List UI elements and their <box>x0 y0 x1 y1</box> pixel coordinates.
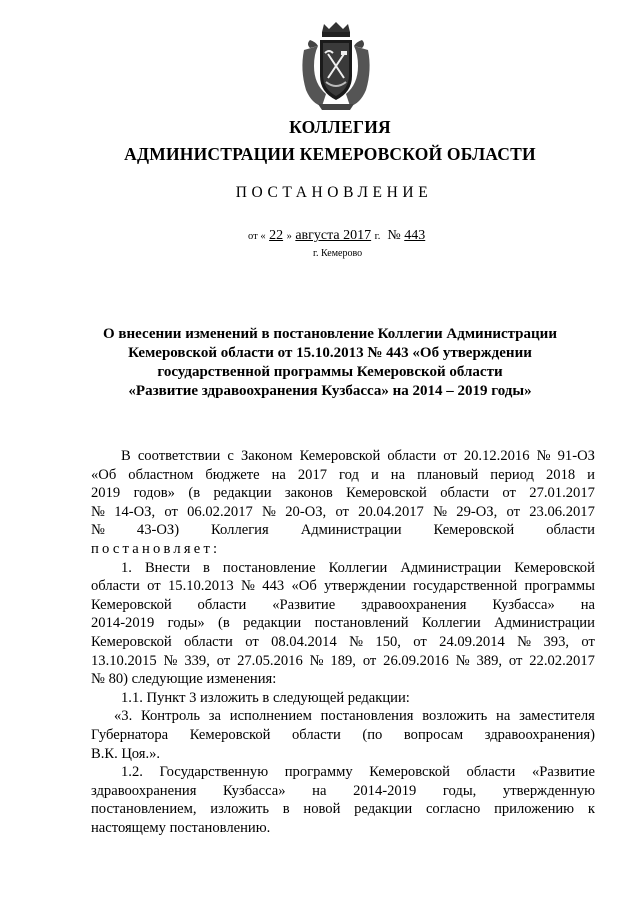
body-text: № 80) следующие изменения: <box>91 671 277 688</box>
word: 443 <box>262 578 285 595</box>
word: области <box>466 764 516 781</box>
body-text: В.К. Цоя.». <box>91 745 161 762</box>
word: 23.06.2017 <box>529 503 595 520</box>
word: редакции <box>243 615 302 632</box>
word: от <box>335 503 349 520</box>
word: В <box>121 448 131 464</box>
number-label: № <box>387 228 401 243</box>
word: «Об <box>91 466 117 483</box>
word: от <box>147 578 161 595</box>
word: 2018 <box>545 466 576 483</box>
word: от <box>581 633 595 650</box>
word: программы <box>524 578 595 595</box>
body-line <box>91 633 595 652</box>
body-line <box>91 819 595 838</box>
word: к <box>587 801 595 818</box>
word: на <box>312 782 327 799</box>
word: Кемеровской <box>433 522 515 539</box>
word: годы» <box>167 615 205 632</box>
body-line <box>91 447 595 466</box>
word: утверждении <box>324 578 406 595</box>
word: изложить <box>210 801 269 818</box>
word: от <box>413 633 427 650</box>
word: программу <box>284 764 353 781</box>
word: области <box>440 485 490 502</box>
word: Администрации <box>494 615 595 632</box>
word: «Об <box>291 578 317 595</box>
word: здравоохранения <box>91 782 197 799</box>
word: 1.2. <box>121 764 143 781</box>
word: законов <box>284 485 333 502</box>
date-quote-close: » <box>286 231 292 242</box>
word: № <box>349 633 364 650</box>
word: от <box>508 652 523 669</box>
word: постановления <box>320 708 414 725</box>
word: № <box>517 633 532 650</box>
word: 393, <box>543 633 570 650</box>
word: 2014-2019 <box>91 615 155 632</box>
word: на <box>496 708 511 725</box>
word: 29-ОЗ, <box>456 503 498 520</box>
word: Коллегии <box>421 615 481 632</box>
word: здравоохранения) <box>484 726 595 743</box>
document-body <box>91 447 595 837</box>
word: Кемеровской <box>369 764 450 781</box>
body-line <box>91 670 595 689</box>
body-line <box>91 577 595 596</box>
body-line <box>91 540 595 559</box>
word: Губернатора <box>91 726 169 743</box>
word: на <box>390 466 406 483</box>
body-line <box>91 763 595 782</box>
word: за <box>208 708 222 725</box>
word: 20-ОЗ, <box>285 503 327 520</box>
word: постановлением, <box>91 801 197 818</box>
word: 20.12.2016 <box>463 448 530 464</box>
word: Кемеровской <box>91 633 172 650</box>
word: 20.04.2017 <box>358 503 424 520</box>
word: от <box>216 652 231 669</box>
word: (по <box>362 726 383 743</box>
body-line <box>91 559 595 578</box>
word: области <box>292 726 341 743</box>
date-year-suffix: г. <box>374 231 381 242</box>
word: от <box>443 448 457 464</box>
word: 189, <box>330 652 356 669</box>
document-number: 443 <box>404 228 426 243</box>
word: в <box>203 559 210 576</box>
word: от <box>506 503 520 520</box>
word: области <box>197 596 247 613</box>
document-subject <box>100 325 560 401</box>
date-day: 22 <box>269 228 284 243</box>
word: 27.05.2016 <box>237 652 303 669</box>
word: 14-ОЗ, <box>114 503 156 520</box>
word: с <box>227 448 234 464</box>
word: № <box>91 503 105 520</box>
word: 150, <box>375 633 401 650</box>
word: заместителя <box>519 708 595 725</box>
word: утвержденную <box>502 782 595 799</box>
word: Кемеровской <box>299 448 381 464</box>
body-line <box>91 503 595 522</box>
word: областном <box>128 466 194 483</box>
word: области <box>91 578 140 595</box>
date-month-year: августа 2017 <box>295 228 372 243</box>
body-line <box>91 800 595 819</box>
word: 24.09.2014 <box>439 633 505 650</box>
word: 06.02.2017 <box>187 503 253 520</box>
word: период <box>490 466 534 483</box>
word: Кузбасса» <box>492 596 555 613</box>
word: (в <box>188 485 201 502</box>
word: вопросам <box>403 726 464 743</box>
word: год <box>339 466 359 483</box>
subject-line: О внесении изменений в постановление Коллегии Администрации <box>103 326 557 342</box>
word: редакции <box>354 801 413 818</box>
word: 1. <box>121 559 132 576</box>
word: от <box>362 652 377 669</box>
subject-line: Кемеровской области от 15.10.2013 № 443 «Об утверждении <box>128 345 532 361</box>
word: бюджете <box>205 466 260 483</box>
body-line <box>91 466 595 485</box>
word: «Развитие <box>531 764 595 781</box>
word: здравоохранения <box>361 596 467 613</box>
word: Администрации <box>300 522 402 539</box>
word: от <box>502 485 516 502</box>
org-title-line1: КОЛЛЕГИЯ <box>289 117 391 137</box>
word: соответствии <box>137 448 221 464</box>
word: на <box>271 466 286 483</box>
word: государственной <box>413 578 518 595</box>
word: годов» <box>133 485 175 502</box>
word: № <box>262 503 276 520</box>
word: постановление <box>222 559 316 576</box>
word: Администрации <box>400 559 502 576</box>
word: в <box>282 801 290 818</box>
body-text: 1.1. Пункт 3 изложить в следующей редакции: <box>121 689 410 706</box>
word: исполнением <box>229 708 312 725</box>
word: 15.10.2013 <box>167 578 234 595</box>
subject-line: «Развитие здравоохранения Кузбасса» на 2014 – 2019 годы» <box>128 383 532 399</box>
word: постановлений <box>314 615 409 632</box>
word: Кемеровской <box>514 559 595 576</box>
body-line <box>91 707 595 726</box>
word: редакции <box>213 485 272 502</box>
date-prefix: от « <box>248 231 266 242</box>
word: 2017 <box>297 466 328 483</box>
word: «Развитие <box>272 596 336 613</box>
word: 26.09.2016 <box>383 652 449 669</box>
document-type: ПОСТАНОВЛЕНИЕ <box>235 184 433 201</box>
word: 2014-2019 <box>353 782 417 799</box>
word: № <box>91 522 105 539</box>
word: Контроль <box>141 708 201 725</box>
word: 43-ОЗ) <box>136 522 180 539</box>
word: Государственную <box>159 764 269 781</box>
word: 339, <box>184 652 210 669</box>
body-line <box>91 484 595 503</box>
subject-line: государственной программы Кемеровской области <box>157 364 503 380</box>
word: 2019 <box>91 485 121 502</box>
body-line <box>91 614 595 633</box>
word: 91-ОЗ <box>557 448 595 464</box>
word: области <box>184 633 233 650</box>
word: № <box>536 448 551 464</box>
word: области <box>387 448 437 464</box>
word: № <box>240 578 255 595</box>
body-line <box>91 521 595 540</box>
body-line <box>91 745 595 764</box>
body-text: настоящему постановлению. <box>91 819 271 836</box>
word: Кузбасса» <box>223 782 286 799</box>
word: 22.02.2017 <box>529 652 595 669</box>
body-line <box>91 689 595 708</box>
body-text: постановляет: <box>91 540 221 557</box>
word: новой <box>303 801 341 818</box>
word: плановый <box>417 466 479 483</box>
word: приложению <box>494 801 575 818</box>
city-name: г. Кемерово <box>313 248 363 259</box>
body-line <box>91 596 595 615</box>
word: Кемеровской <box>189 726 271 743</box>
org-title-line2: АДМИНИСТРАЦИИ КЕМЕРОВСКОЙ ОБЛАСТИ <box>124 144 536 164</box>
word: Коллегии <box>328 559 388 576</box>
word: 389, <box>476 652 503 669</box>
word: возложить <box>422 708 488 725</box>
word: и <box>587 466 595 483</box>
word: Кемеровской <box>346 485 427 502</box>
word: Законом <box>240 448 293 464</box>
body-line <box>91 726 595 745</box>
word: согласно <box>425 801 481 818</box>
word: 27.01.2017 <box>529 485 595 502</box>
coat-of-arms-emblem <box>296 20 376 112</box>
body-line <box>91 652 595 671</box>
word: от <box>245 633 259 650</box>
word: № <box>309 652 324 669</box>
word: 13.10.2015 <box>91 652 157 669</box>
word: и <box>370 466 379 483</box>
word: № <box>433 503 448 520</box>
word: № <box>455 652 470 669</box>
word: области <box>546 522 595 539</box>
word: (в <box>218 615 230 632</box>
body-line <box>91 782 595 801</box>
word: годы, <box>442 782 477 799</box>
word: на <box>580 596 595 613</box>
word: «3. <box>114 708 133 725</box>
date-number-line <box>248 228 425 244</box>
word: 08.04.2014 <box>271 633 337 650</box>
word: Кемеровской <box>91 596 172 613</box>
word: № <box>163 652 178 669</box>
word: Коллегия <box>211 522 269 539</box>
word: Внести <box>144 559 191 576</box>
word: от <box>164 503 178 520</box>
